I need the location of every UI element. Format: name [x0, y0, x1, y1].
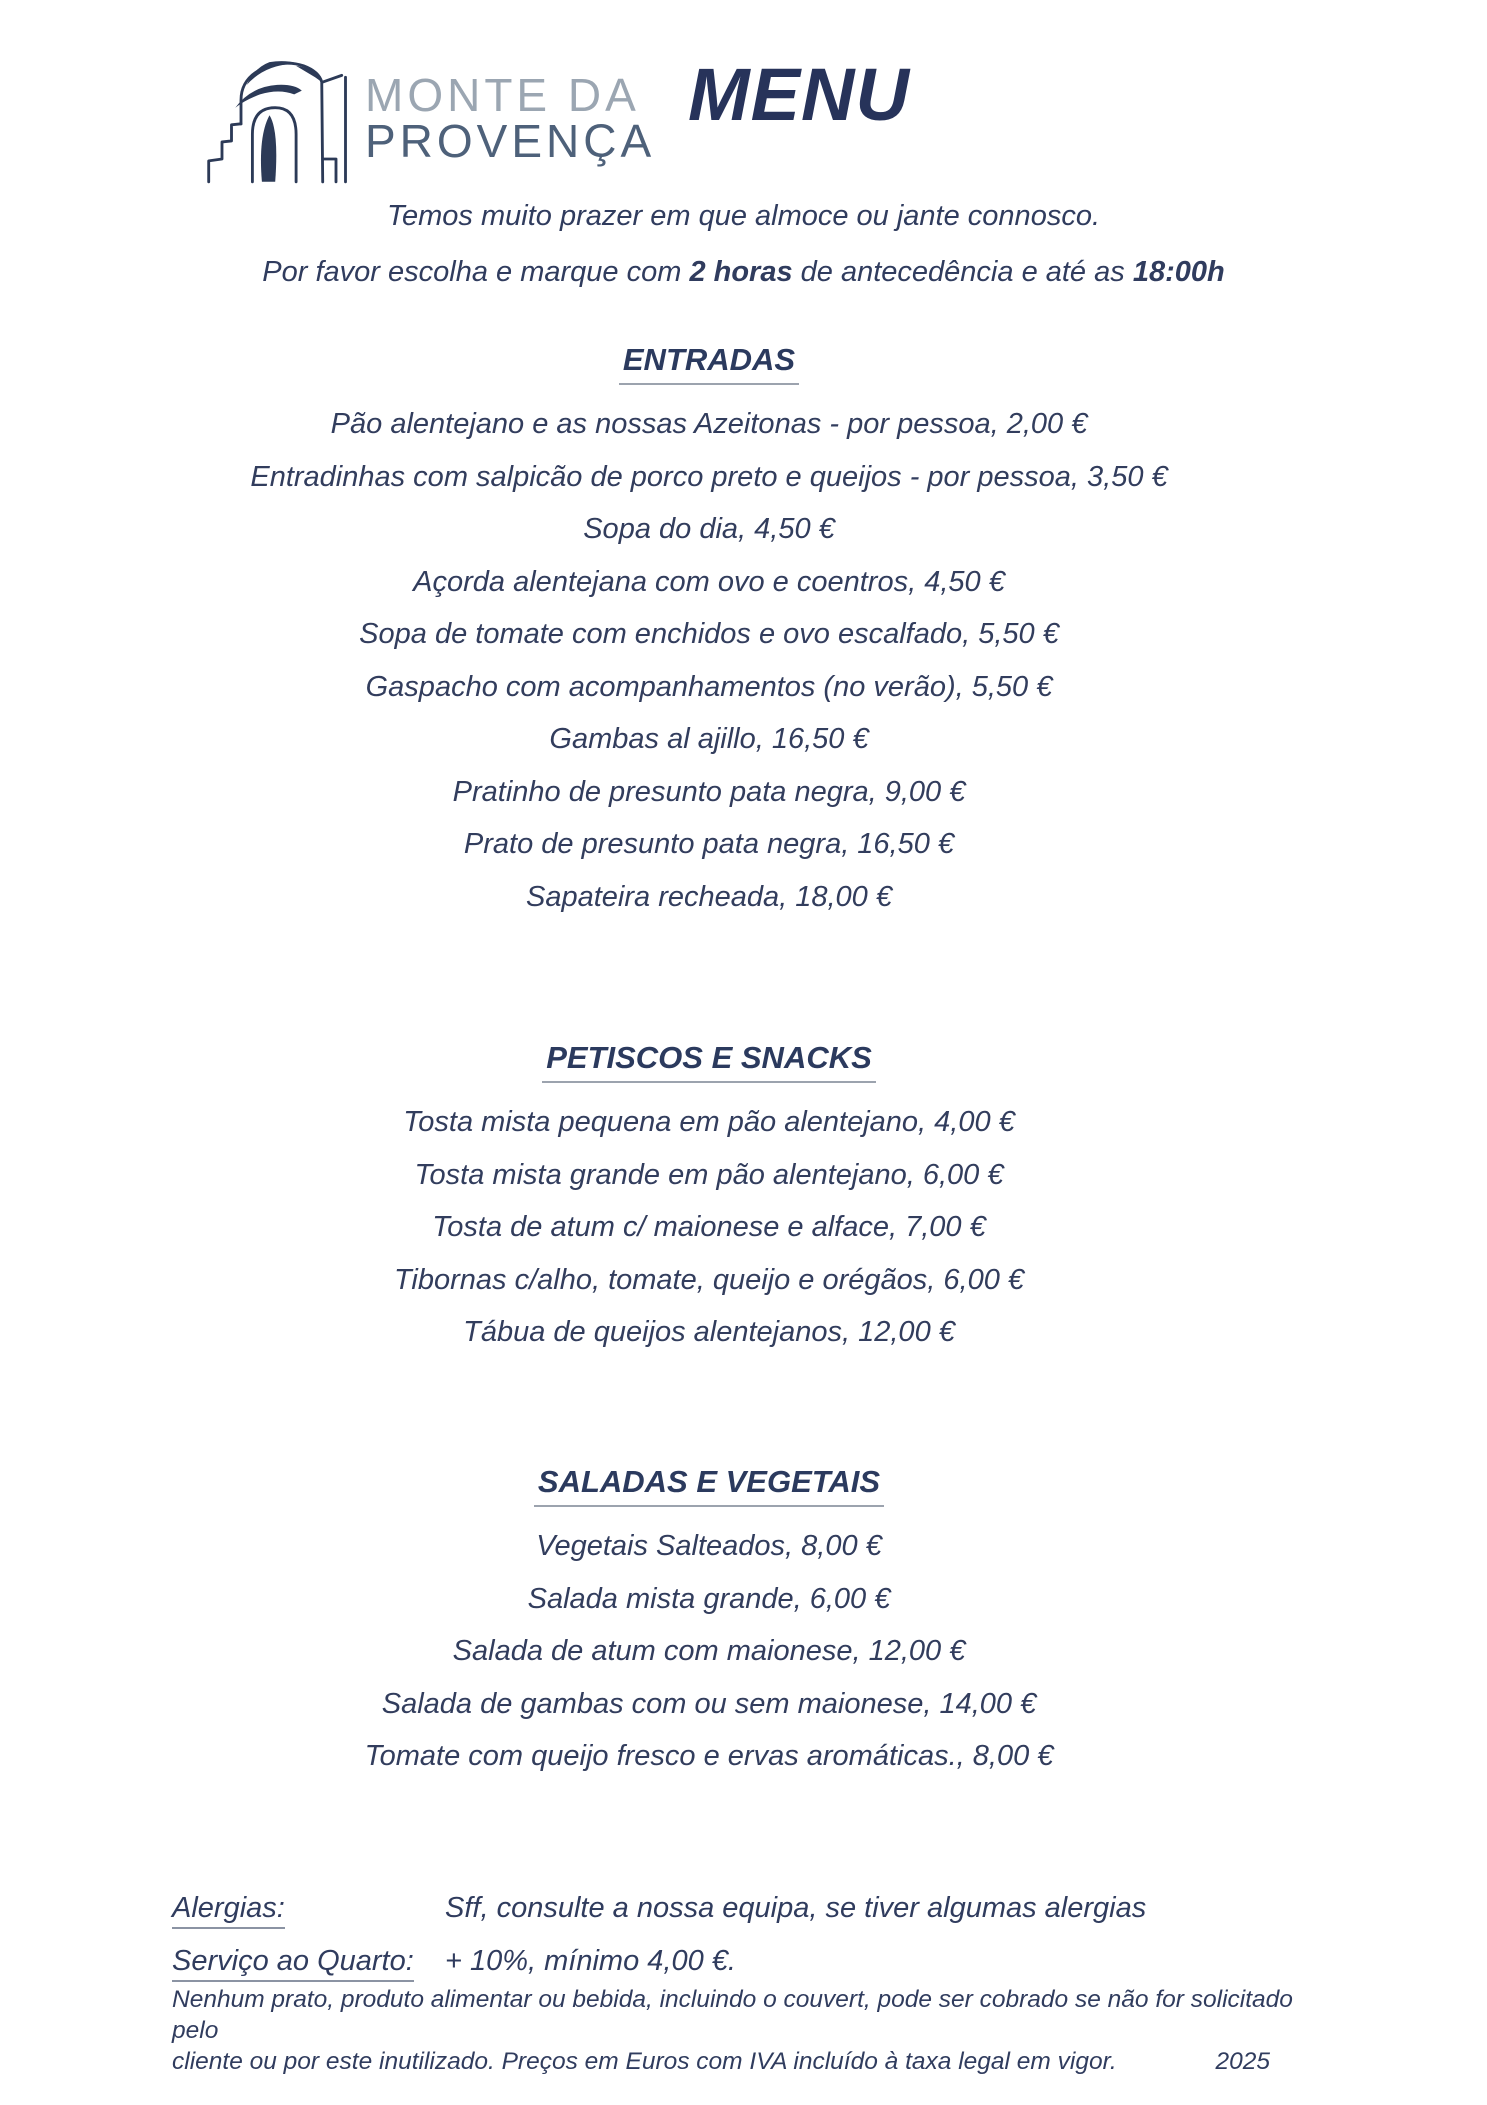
intro-line2-time: 18:00h — [1132, 256, 1225, 288]
legal-footer — [172, 1984, 1332, 2077]
brand-logo — [203, 56, 655, 186]
section-entradas-title — [0, 342, 1418, 378]
intro-line1: Temos muito prazer em que almoce ou jante connosco. — [386, 200, 1101, 232]
menu-item: Pratinho de presunto pata negra, 9,00 € — [452, 775, 966, 808]
intro-text — [0, 200, 1487, 289]
menu-item: Sopa de tomate com enchidos e ovo escalfado, 5,50 € — [359, 618, 1059, 650]
note-room-service-label: Serviço ao Quarto: — [172, 1945, 414, 1982]
footer-year: 2025 — [1215, 2048, 1270, 2075]
intro-line2-hours: 2 horas — [689, 256, 793, 288]
brand-wordmark-line1: MONTE DA — [365, 69, 640, 121]
menu-item: Vegetais Salteados, 8,00 € — [536, 1530, 882, 1562]
menu-item: Tibornas c/alho, tomate, queijo e orégãos, 6,00 € — [393, 1263, 1025, 1296]
entradas-items — [0, 398, 1418, 923]
page-title: MENU — [688, 53, 910, 136]
menu-item: Açorda alentejana com ovo e coentros, 4,50 € — [413, 565, 1005, 598]
legal-footer-line1: Nenhum prato, produto alimentar ou bebida, incluindo o couvert, pode ser cobrado se não for solicitado pelo — [172, 1986, 1293, 2044]
section-petiscos-title-text: PETISCOS E SNACKS — [542, 1040, 876, 1083]
note-room-service — [172, 1941, 1146, 1981]
intro-line2 — [0, 256, 1487, 289]
section-entradas-title-text: ENTRADAS — [619, 342, 799, 385]
note-allergies — [172, 1888, 1146, 1928]
section-petiscos — [0, 1040, 1418, 1359]
menu-item: Gambas al ajillo, 16,50 € — [549, 723, 869, 755]
menu-item: Tomate com queijo fresco e ervas aromáticas., 8,00 € — [364, 1740, 1054, 1772]
menu-item: Pão alentejano e as nossas Azeitonas - por pessoa, 2,00 € — [330, 408, 1088, 440]
section-saladas — [0, 1464, 1418, 1783]
note-allergies-text: Sff, consulte a nossa equipa, se tiver algumas alergias — [445, 1892, 1147, 1924]
menu-item: Gaspacho com acompanhamentos (no verão), 5,50 € — [365, 670, 1053, 703]
note-allergies-label-box — [172, 1888, 445, 1928]
menu-item: Entradinhas com salpicão de porco preto e queijos - por pessoa, 3,50 € — [250, 460, 1168, 493]
menu-item: Tábua de queijos alentejanos, 12,00 € — [463, 1316, 955, 1348]
note-room-service-label-box — [172, 1941, 445, 1981]
brand-wordmark-line2: PROVENÇA — [365, 115, 656, 167]
notes — [172, 1888, 1146, 1994]
section-petiscos-title — [0, 1040, 1418, 1076]
menu-item: Salada mista grande, 6,00 € — [527, 1582, 891, 1615]
section-saladas-title — [0, 1464, 1418, 1500]
legal-footer-line2: cliente ou por este inutilizado. Preços em Euros com IVA incluído à taxa legal em vigor. — [172, 2048, 1117, 2075]
menu-item: Tosta mista grande em pão alentejano, 6,00 € — [414, 1158, 1004, 1191]
intro-line2-middle: de antecedência e até as — [792, 256, 1133, 288]
menu-item: Tosta mista pequena em pão alentejano, 4,00 € — [403, 1106, 1015, 1138]
intro-line2-prefix: Por favor escolha e marque com — [262, 256, 690, 288]
menu-item: Prato de presunto pata negra, 16,50 € — [463, 828, 955, 860]
note-room-service-text: + 10%, mínimo 4,00 €. — [445, 1945, 736, 1977]
section-entradas — [0, 342, 1418, 923]
menu-item: Sopa do dia, 4,50 € — [583, 513, 835, 545]
petiscos-items — [0, 1096, 1418, 1359]
menu-item: Tosta de atum c/ maionese e alface, 7,00 € — [432, 1211, 986, 1243]
saladas-items — [0, 1520, 1418, 1783]
note-allergies-label: Alergias: — [172, 1892, 285, 1929]
menu-item: Salada de gambas com ou sem maionese, 14,00 € — [381, 1687, 1037, 1720]
menu-item: Salada de atum com maionese, 12,00 € — [452, 1635, 966, 1667]
monte-building-sketch-icon — [203, 56, 355, 186]
section-saladas-title-text: SALADAS E VEGETAIS — [534, 1464, 884, 1507]
brand-wordmark — [365, 56, 656, 167]
menu-item: Sapateira recheada, 18,00 € — [526, 880, 892, 913]
